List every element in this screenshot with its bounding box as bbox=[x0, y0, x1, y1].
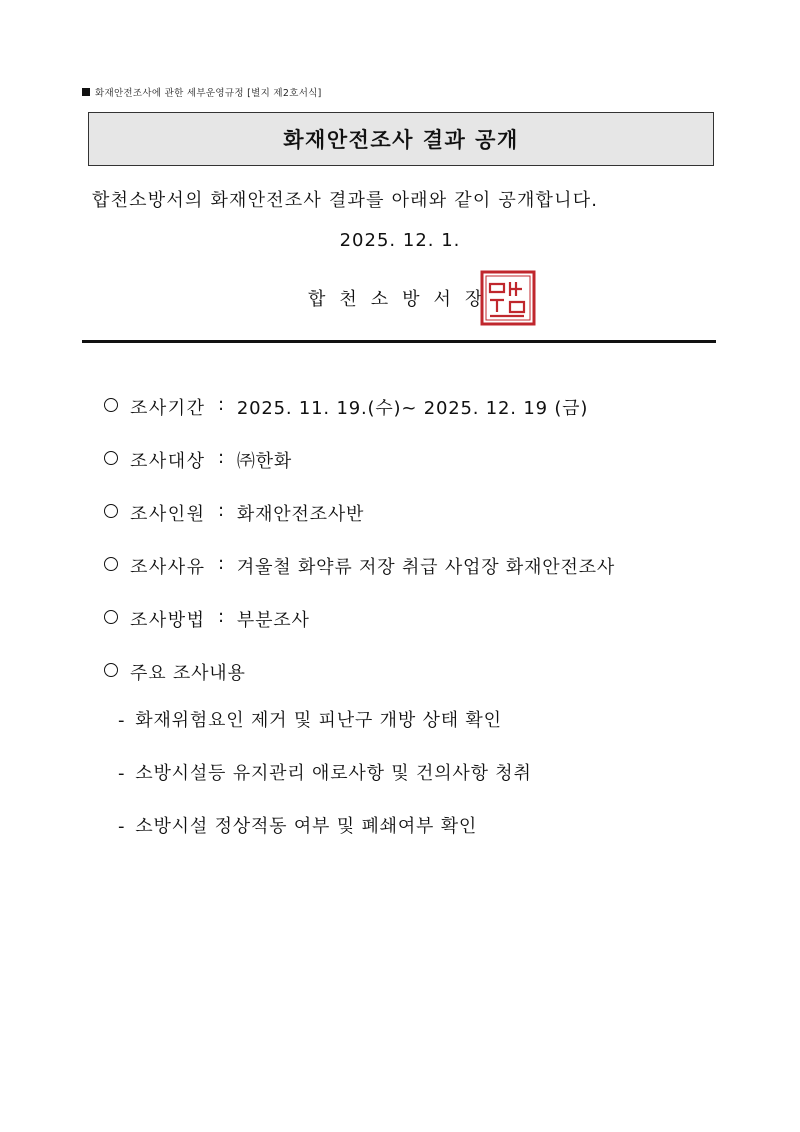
circle-bullet-icon bbox=[104, 557, 118, 571]
section-divider bbox=[82, 340, 716, 343]
detail-label: 조사방법 bbox=[130, 610, 206, 631]
dash-bullet: - bbox=[118, 763, 126, 784]
contents-text: 화재위험요인 제거 및 피난구 개방 상태 확인 bbox=[135, 710, 502, 731]
issuer-block bbox=[308, 270, 536, 326]
issuer-name: 합천소방서장 bbox=[308, 289, 497, 310]
survey-details bbox=[104, 394, 615, 712]
contents-item bbox=[118, 759, 532, 812]
detail-label: 조사인원 bbox=[130, 504, 206, 525]
document-title: 화재안전조사 결과 공개 bbox=[88, 112, 714, 166]
circle-bullet-icon bbox=[104, 663, 118, 677]
detail-value: 부분조사 bbox=[236, 610, 310, 631]
contents-item bbox=[118, 706, 532, 759]
form-reference-note bbox=[82, 85, 322, 99]
detail-row-method bbox=[104, 606, 615, 659]
detail-value: 겨울철 화약류 저장 취급 사업장 화재안전조사 bbox=[236, 557, 616, 578]
contents-heading-row bbox=[104, 659, 615, 712]
colon-separator: : bbox=[218, 447, 225, 468]
detail-row-reason bbox=[104, 553, 615, 606]
circle-bullet-icon bbox=[104, 451, 118, 465]
official-seal-icon bbox=[480, 270, 536, 326]
detail-row-target bbox=[104, 447, 615, 500]
contents-text: 소방시설 정상적동 여부 및 폐쇄여부 확인 bbox=[135, 816, 478, 837]
detail-value: 화재안전조사반 bbox=[236, 504, 365, 525]
intro-statement: 합천소방서의 화재안전조사 결과를 아래와 같이 공개합니다. bbox=[92, 190, 599, 211]
detail-label: 조사대상 bbox=[130, 451, 206, 472]
circle-bullet-icon bbox=[104, 398, 118, 412]
detail-label: 조사사유 bbox=[130, 557, 206, 578]
detail-label: 조사기간 bbox=[130, 398, 206, 419]
dash-bullet: - bbox=[118, 710, 126, 731]
publication-date: 2025. 12. 1. bbox=[339, 230, 461, 251]
detail-value: 2025. 11. 19.(수)~ 2025. 12. 19 (금) bbox=[236, 398, 589, 419]
colon-separator: : bbox=[218, 553, 225, 574]
colon-separator: : bbox=[218, 606, 225, 627]
form-reference-text: 화재안전조사에 관한 세부운영규정 [별지 제2호서식] bbox=[95, 88, 322, 99]
black-square-icon bbox=[82, 88, 90, 96]
contents-heading: 주요 조사내용 bbox=[130, 663, 246, 684]
colon-separator: : bbox=[218, 394, 225, 415]
colon-separator: : bbox=[218, 500, 225, 521]
detail-row-period bbox=[104, 394, 615, 447]
detail-value: ㈜한화 bbox=[236, 451, 293, 472]
detail-row-personnel bbox=[104, 500, 615, 553]
circle-bullet-icon bbox=[104, 504, 118, 518]
contents-text: 소방시설등 유지관리 애로사항 및 건의사항 청취 bbox=[135, 763, 532, 784]
survey-contents-list bbox=[118, 706, 532, 865]
contents-item bbox=[118, 812, 532, 865]
circle-bullet-icon bbox=[104, 610, 118, 624]
dash-bullet: - bbox=[118, 816, 126, 837]
